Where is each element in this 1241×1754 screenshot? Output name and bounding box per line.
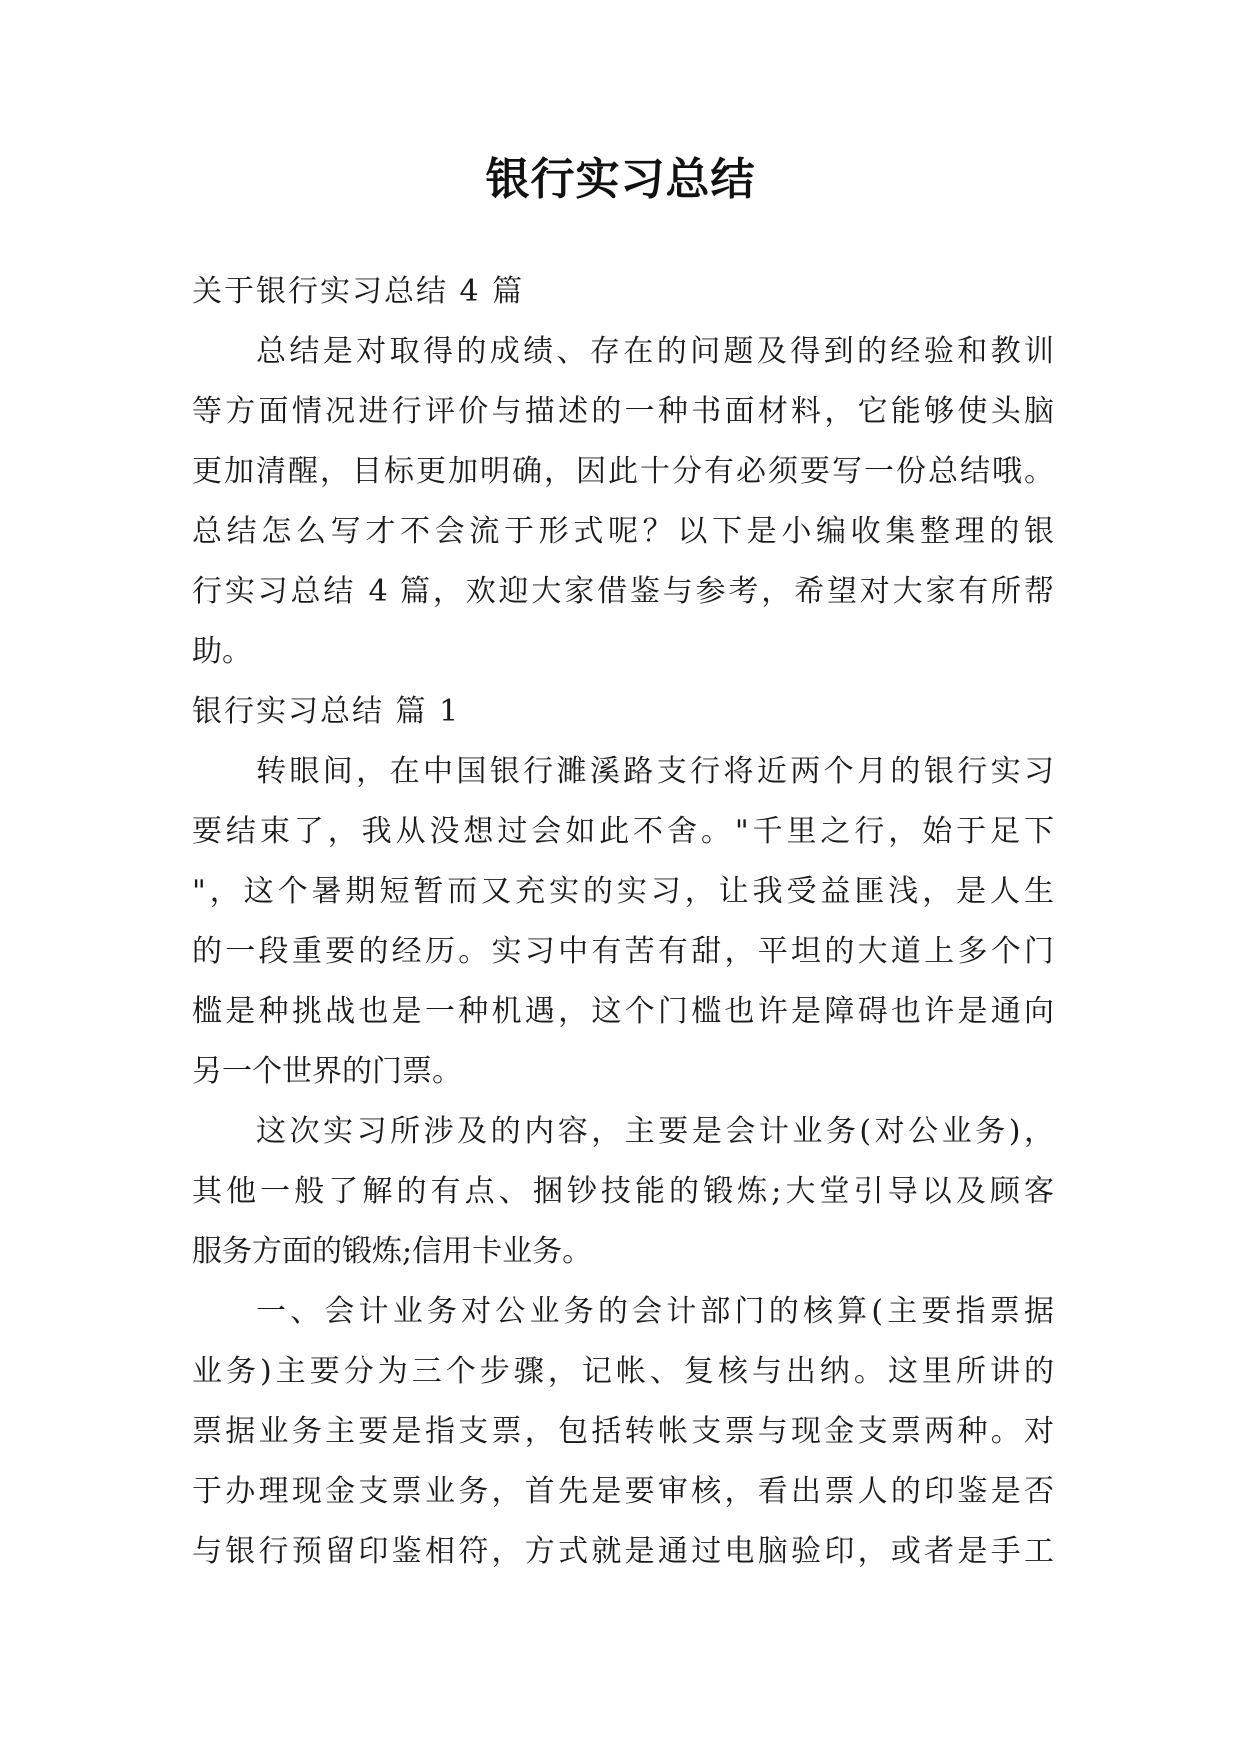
text-line: 行实习总结 4 篇，欢迎大家借鉴与参考，希望对大家有所帮 <box>192 574 1054 609</box>
text-line: 另一个世界的门票。 <box>192 1054 462 1089</box>
text-line: 转眼间，在中国银行濉溪路支行将近两个月的银行实习 <box>256 754 1054 789</box>
text-line: 更加清醒，目标更加明确，因此十分有必须要写一份总结哦。 <box>192 454 1054 489</box>
text-line: 一、会计业务对公业务的会计部门的核算(主要指票据 <box>256 1294 1054 1329</box>
text-line: 的一段重要的经历。实习中有苦有甜，平坦的大道上多个门 <box>192 934 1054 969</box>
text-line: 于办理现金支票业务，首先是要审核，看出票人的印鉴是否 <box>192 1474 1054 1509</box>
text-line: 票据业务主要是指支票，包括转帐支票与现金支票两种。对 <box>192 1414 1054 1449</box>
text-line: 助。 <box>192 634 252 669</box>
text-line: 总结是对取得的成绩、存在的问题及得到的经验和教训 <box>256 334 1054 369</box>
text-line: 等方面情况进行评价与描述的一种书面材料，它能够使头脑 <box>192 394 1054 429</box>
document-body <box>192 262 1054 1582</box>
text-line: 总结怎么写才不会流于形式呢？以下是小编收集整理的银 <box>192 514 1054 549</box>
intro-paragraph <box>192 322 1054 682</box>
text-line: 业务)主要分为三个步骤，记帐、复核与出纳。这里所讲的 <box>192 1354 1054 1389</box>
document-subtitle: 关于银行实习总结 4 篇 <box>192 274 525 309</box>
text-line: 这次实习所涉及的内容，主要是会计业务(对公业务)， <box>256 1114 1054 1149</box>
document-title: 银行实习总结 <box>485 154 756 205</box>
text-line: 要结束了，我从没想过会如此不舍。"千里之行，始于足下 <box>192 814 1054 849</box>
text-line: 槛是种挑战也是一种机遇，这个门槛也许是障碍也许是通向 <box>192 994 1054 1029</box>
section-heading: 银行实习总结 篇 1 <box>192 694 461 729</box>
text-line: 服务方面的锻炼;信用卡业务。 <box>192 1234 593 1269</box>
paragraph <box>192 1102 1054 1282</box>
paragraph <box>192 742 1054 1102</box>
text-line: 与银行预留印鉴相符，方式就是通过电脑验印，或者是手工 <box>192 1534 1054 1569</box>
text-line: 其他一般了解的有点、捆钞技能的锻炼;大堂引导以及顾客 <box>192 1174 1054 1209</box>
paragraph <box>192 1282 1054 1582</box>
text-line: "，这个暑期短暂而又充实的实习，让我受益匪浅，是人生 <box>192 874 1054 909</box>
